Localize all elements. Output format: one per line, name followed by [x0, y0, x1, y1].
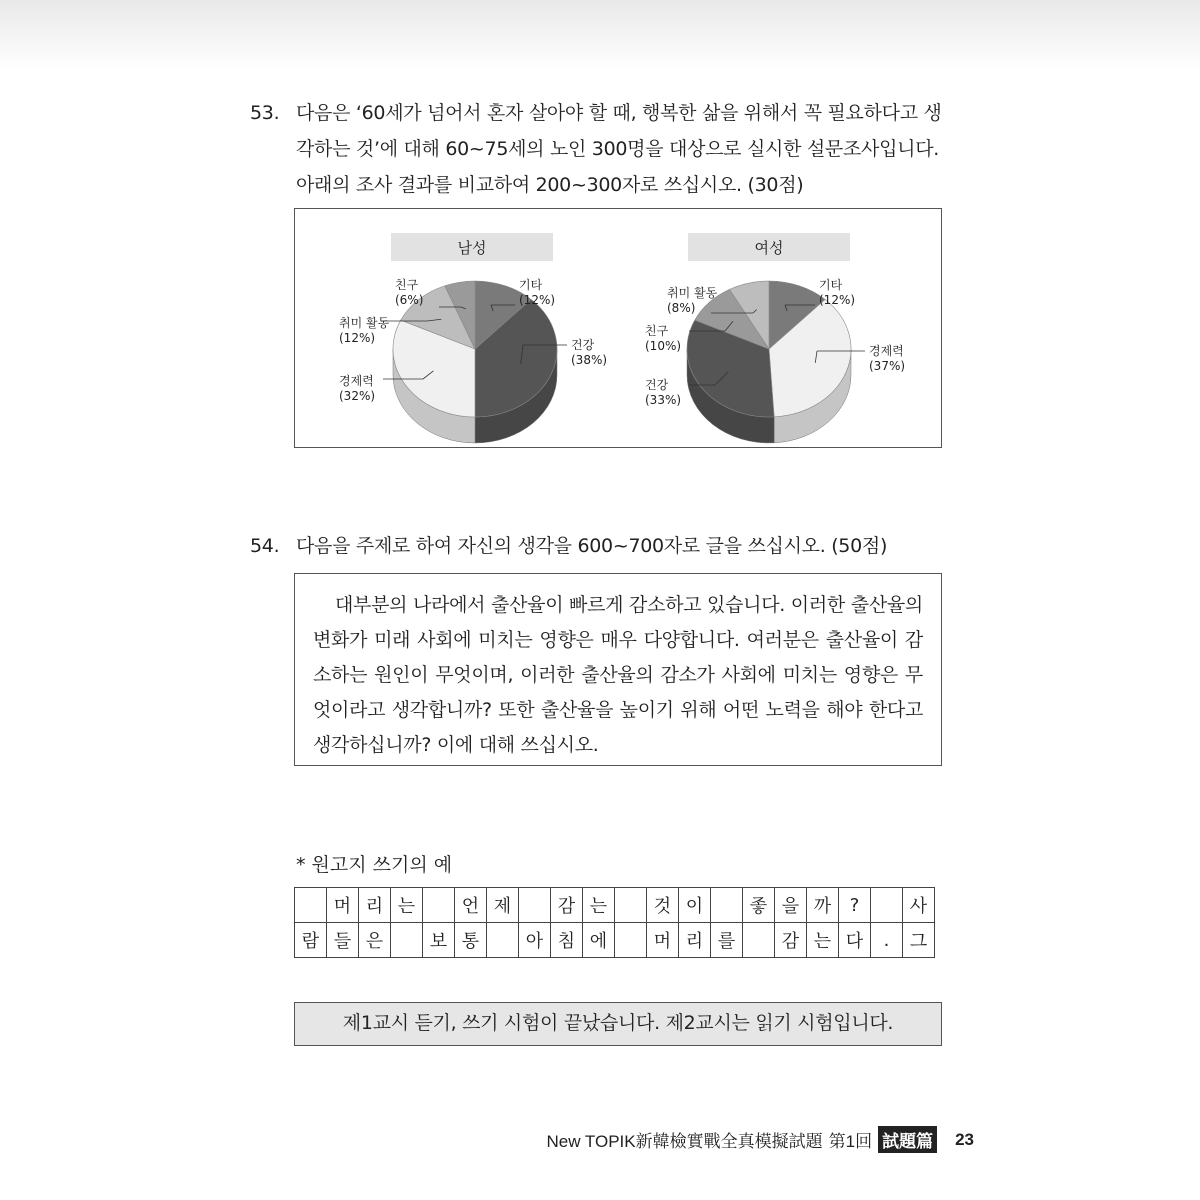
grid-cell: 그 [903, 923, 935, 958]
page-number: 23 [955, 1129, 974, 1149]
question-53-number: 53. [250, 102, 280, 124]
grid-cell: . [871, 923, 903, 958]
slice-label: 친구 [395, 278, 419, 292]
manuscript-row-1 [295, 888, 935, 923]
grid-cell: 머 [327, 888, 359, 923]
grid-cell [615, 888, 647, 923]
grid-cell [391, 923, 423, 958]
book-title: New TOPIK新韓檢實戰全真模擬試題 [546, 1132, 823, 1151]
slice-label: 친구 [645, 324, 669, 338]
slice-value: (38%) [571, 353, 608, 367]
grid-cell: 감 [775, 923, 807, 958]
page-top-shadow [0, 0, 1200, 70]
grid-cell: 다 [839, 923, 871, 958]
grid-cell [711, 888, 743, 923]
grid-cell: 머 [647, 923, 679, 958]
grid-cell: 이 [679, 888, 711, 923]
slice-label: 취미 활동 [667, 286, 718, 300]
grid-cell: 는 [583, 888, 615, 923]
grid-cell: 언 [455, 888, 487, 923]
slice-label: 건강 [571, 338, 595, 352]
grid-cell: 리 [359, 888, 391, 923]
pie-chart-1 [339, 233, 607, 443]
grid-cell [423, 888, 455, 923]
grid-cell: 것 [647, 888, 679, 923]
chart-title: 남성 [457, 239, 487, 257]
grid-cell: 제 [487, 888, 519, 923]
grid-cell: ? [839, 888, 871, 923]
slice-label: 경제력 [339, 374, 374, 388]
slice-label: 취미 활동 [339, 316, 390, 330]
manuscript-row-2 [295, 923, 935, 958]
grid-cell: 은 [359, 923, 391, 958]
manuscript-grid [294, 887, 935, 958]
grid-cell: 리 [679, 923, 711, 958]
grid-cell: 아 [519, 923, 551, 958]
grid-cell: 는 [807, 923, 839, 958]
slice-value: (12%) [339, 331, 376, 345]
section-tag: 試題篇 [878, 1126, 937, 1153]
grid-cell: 보 [423, 923, 455, 958]
grid-cell: 는 [391, 888, 423, 923]
grid-cell: 까 [807, 888, 839, 923]
question-54-number: 54. [250, 535, 280, 557]
slice-label: 기타 [519, 278, 543, 292]
grid-cell: 침 [551, 923, 583, 958]
grid-cell: 통 [455, 923, 487, 958]
slice-value: (33%) [645, 393, 682, 407]
grid-cell [743, 923, 775, 958]
grid-cell [295, 888, 327, 923]
manuscript-example-note: * 원고지 쓰기의 예 [296, 854, 453, 876]
grid-cell: 을 [775, 888, 807, 923]
grid-cell: 를 [711, 923, 743, 958]
grid-cell [871, 888, 903, 923]
slice-value: (32%) [339, 389, 376, 403]
grid-cell: 람 [295, 923, 327, 958]
slice-value: (12%) [519, 293, 556, 307]
slice-value: (6%) [395, 293, 424, 307]
grid-cell: 사 [903, 888, 935, 923]
pie-charts [295, 209, 943, 449]
slice-label: 경제력 [869, 344, 904, 358]
grid-cell [519, 888, 551, 923]
essay-prompt-text: 대부분의 나라에서 출산율이 빠르게 감소하고 있습니다. 이러한 출산율의 변화가 미래 사회에 미치는 영향은 매우 다양합니다. 여러분은 출산율이 감소하는 원인이 무엇이며, 이러한 출산율의 감소가 사회에 미치는 영향은 무엇이라고 생각합니까? 또한 출산율을 높이기 위해 어떤 노력을 해야 한다고 생각하십니까? 이에 대해 쓰십시오. [313, 594, 923, 756]
slice-label: 기타 [819, 278, 843, 292]
slice-value: (8%) [667, 301, 696, 315]
question-53-text: 다음은 ‘60세가 넘어서 혼자 살아야 할 때, 행복한 삶을 위해서 꼭 필요하다고 생각하는 것’에 대해 60~75세의 노인 300명을 대상으로 실시한 설문조사입니다. 아래의 조사 결과를 비교하여 200~300자로 쓰십시오. (30점) [296, 102, 942, 196]
pie-chart-2 [645, 233, 905, 443]
grid-cell: 좋 [743, 888, 775, 923]
grid-cell: 들 [327, 923, 359, 958]
slice-value: (37%) [869, 359, 906, 373]
end-notice-text: 제1교시 듣기, 쓰기 시험이 끝났습니다. 제2교시는 읽기 시험입니다. [342, 1012, 894, 1034]
grid-cell [487, 923, 519, 958]
grid-cell: 감 [551, 888, 583, 923]
page-footer [546, 1126, 974, 1153]
slice-value: (12%) [819, 293, 856, 307]
end-notice-box [294, 1002, 942, 1046]
grid-cell: 에 [583, 923, 615, 958]
question-54-text: 다음을 주제로 하여 자신의 생각을 600~700자로 글을 쓰십시오. (50점) [296, 535, 888, 557]
chart-title: 여성 [754, 239, 784, 257]
grid-cell [615, 923, 647, 958]
slice-label: 건강 [645, 378, 669, 392]
round-label: 第1回 [828, 1132, 873, 1151]
slice-value: (10%) [645, 339, 682, 353]
essay-prompt-box [294, 573, 942, 766]
pie-chart-box [294, 208, 942, 448]
